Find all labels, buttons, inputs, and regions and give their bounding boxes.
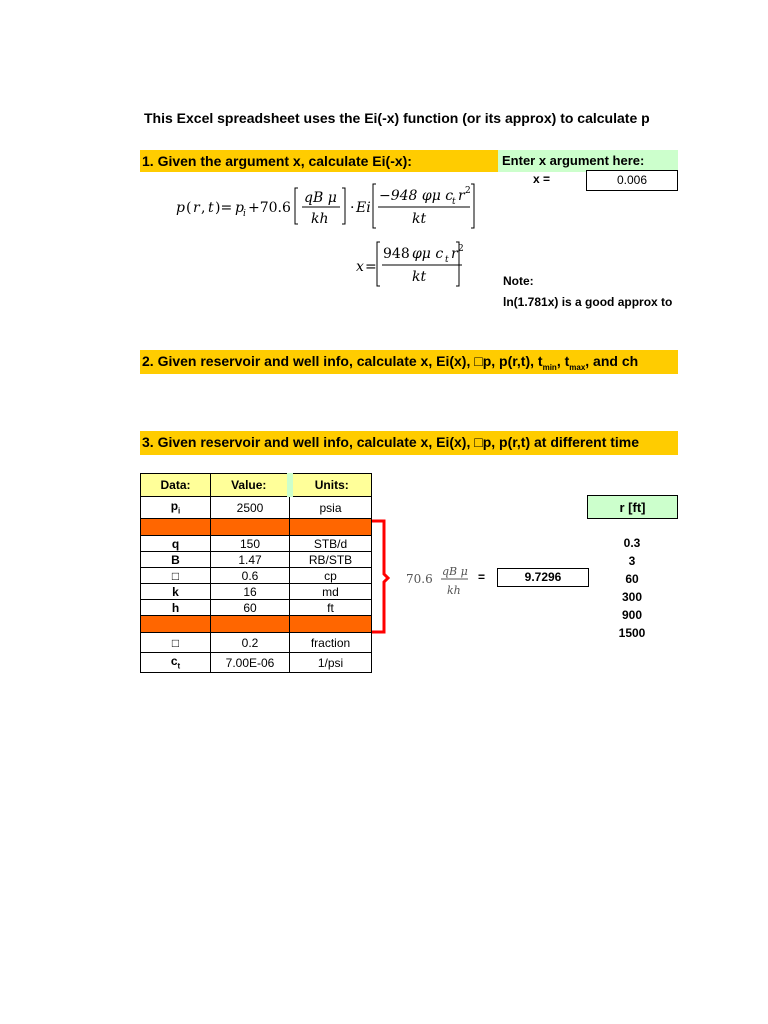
svg-text:(: ( — [186, 200, 192, 216]
r-value: 1500 — [618, 626, 646, 640]
svg-text:r: r — [458, 188, 465, 204]
enter-x-label: Enter x argument here: — [498, 150, 678, 172]
header-value: Value: — [211, 474, 290, 497]
symbol-B: B — [141, 552, 211, 568]
bracket-connector — [370, 518, 390, 636]
symbol-k: k — [141, 584, 211, 600]
svg-text:+70.6: +70.6 — [248, 200, 291, 216]
svg-text:kh: kh — [311, 211, 329, 227]
svg-text:2: 2 — [458, 244, 464, 254]
value-h[interactable]: 60 — [211, 600, 290, 616]
symbol-h: h — [141, 600, 211, 616]
symbol-ct: $c_t$ — [141, 653, 211, 673]
svg-text:p: p — [235, 200, 244, 216]
value-phi[interactable]: 0.2 — [211, 633, 290, 653]
value-k[interactable]: 16 — [211, 584, 290, 600]
r-value: 3 — [628, 554, 636, 568]
note-text: ln(1.781x) is a good approx to — [503, 295, 673, 309]
svg-text:,: , — [201, 200, 206, 216]
r-ft-header: r [ft] — [587, 495, 678, 519]
value-ct[interactable]: 7.00E-06 — [211, 653, 290, 673]
svg-text:p: p — [176, 200, 185, 216]
unit-mu: cp — [290, 568, 372, 584]
svg-text:t: t — [445, 255, 449, 265]
svg-text:kh: kh — [447, 584, 461, 597]
svg-text:kt: kt — [412, 211, 427, 227]
svg-text:t: t — [452, 197, 456, 207]
note-label: Note: — [503, 274, 534, 288]
coefficient-result: 9.7296 — [497, 568, 589, 587]
unit-ct: 1/psi — [290, 653, 372, 673]
value-q[interactable]: 150 — [211, 536, 290, 552]
symbol-mu: □ — [141, 568, 211, 584]
unit-B: RB/STB — [290, 552, 372, 568]
section-1-heading: 1. Given the argument x, calculate Ei(-x): — [140, 150, 498, 172]
coefficient-formula — [404, 560, 470, 602]
svg-text:i: i — [243, 209, 246, 219]
equals-sign: = — [478, 570, 486, 584]
svg-text:70.6: 70.6 — [406, 572, 433, 586]
unit-pi: psia — [290, 497, 372, 519]
value-pi[interactable]: 2500 — [211, 497, 290, 519]
value-mu[interactable]: 0.6 — [211, 568, 290, 584]
section-2-heading: 2. Given reservoir and well info, calculate x, Ei(x), □p, p(r,t), $t_{min}$, $t_{max}$, and ch — [140, 350, 678, 374]
svg-text:−948 φμ c: −948 φμ c — [379, 188, 454, 204]
svg-text:t: t — [208, 200, 214, 216]
svg-text:r: r — [451, 246, 458, 262]
unit-phi: fraction — [290, 633, 372, 653]
r-value: 900 — [621, 608, 643, 622]
x-equation — [352, 236, 482, 292]
svg-text:2: 2 — [465, 186, 471, 196]
svg-text:kt: kt — [412, 269, 427, 285]
symbol-q: q — [141, 536, 211, 552]
unit-h: ft — [290, 600, 372, 616]
svg-text:·: · — [350, 200, 355, 216]
header-units: Units: — [290, 474, 372, 497]
r-value: 300 — [621, 590, 643, 604]
header-data: Data: — [141, 474, 211, 497]
unit-q: STB/d — [290, 536, 372, 552]
svg-text:qB μ: qB μ — [304, 190, 337, 206]
section-3-heading: 3. Given reservoir and well info, calculate x, Ei(x), □p, p(r,t) at different time — [140, 431, 678, 455]
x-argument-input[interactable]: 0.006 — [586, 170, 678, 191]
symbol-pi: $p_i$ — [141, 497, 211, 519]
unit-k: md — [290, 584, 372, 600]
svg-text:)=: )= — [215, 200, 233, 216]
svg-text:948: 948 — [383, 246, 410, 262]
r-value: 60 — [625, 572, 639, 586]
symbol-phi: □ — [141, 633, 211, 653]
svg-text:r: r — [193, 200, 200, 216]
r-values-list — [601, 534, 663, 642]
value-B[interactable]: 1.47 — [211, 552, 290, 568]
data-table — [140, 473, 372, 673]
page-title: This Excel spreadsheet uses the Ei(-x) function (or its approx) to calculate p — [144, 110, 650, 126]
svg-text:x: x — [356, 259, 364, 275]
svg-text:=: = — [365, 259, 377, 275]
x-label: x = — [533, 172, 551, 186]
pressure-equation — [170, 178, 480, 234]
svg-text:qB μ: qB μ — [442, 565, 468, 578]
svg-text:Ei: Ei — [356, 200, 371, 216]
svg-text:φμ c: φμ c — [412, 246, 444, 262]
r-value: 0.3 — [623, 536, 641, 550]
